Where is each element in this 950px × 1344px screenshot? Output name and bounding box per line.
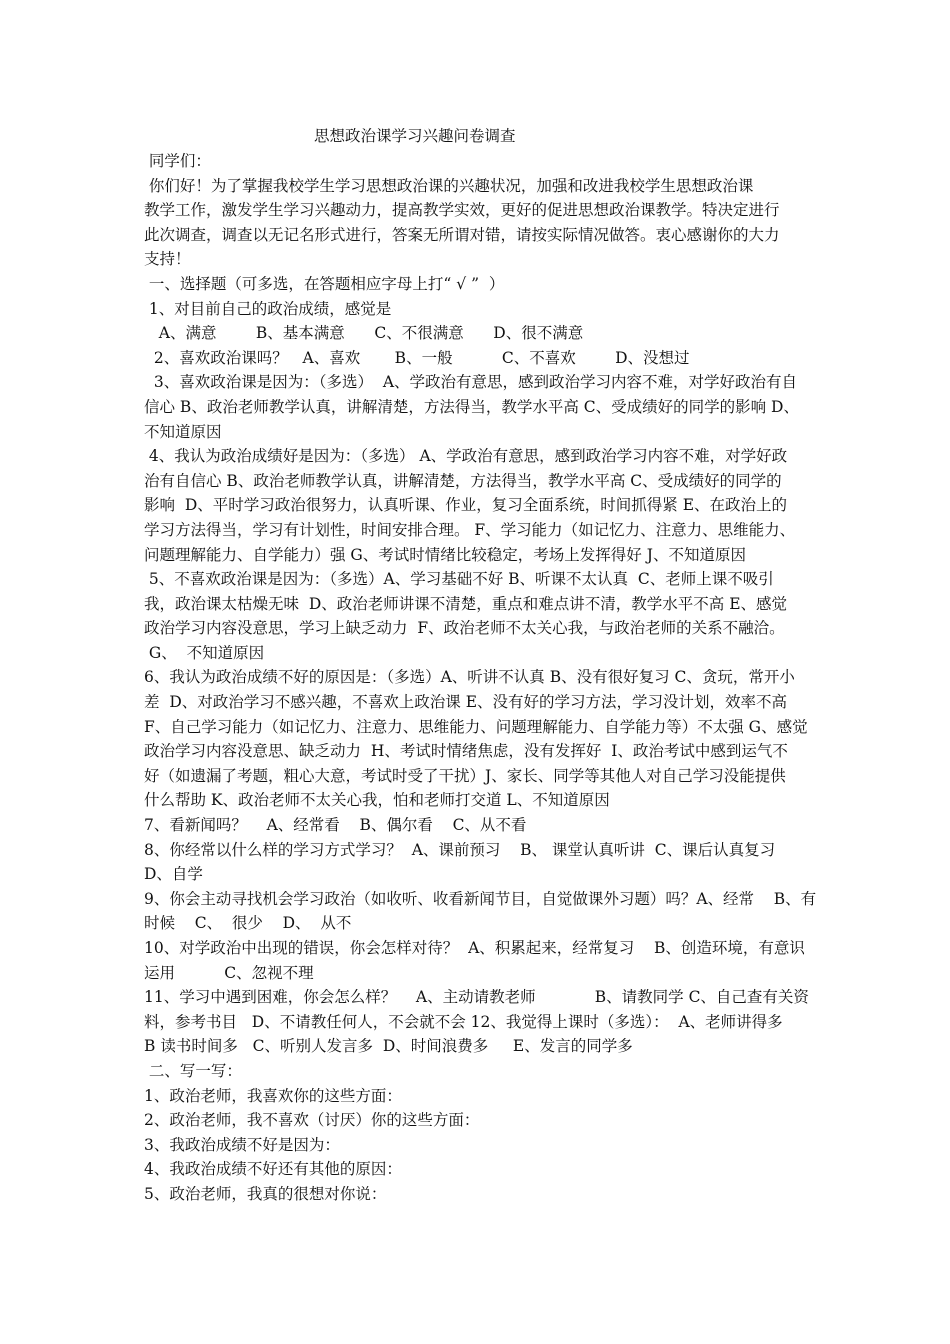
- text-line: 差 D、对政治学习不感兴趣，不喜欢上政治课 E、没有好的学习方法，学习没计划，效率不高: [144, 693, 788, 712]
- document-body: [144, 149, 816, 1207]
- text-line: 支持！: [144, 250, 191, 269]
- question-10: 10、对学政治中出现的错误，你会怎样对待？ A、积累起来，经常复习 B、创造环境，有意识: [144, 939, 805, 957]
- text-line: 学习方法得当，学习有计划性，时间安排合理。 F、学习能力（如记忆力、注意力、思维能力、: [144, 520, 796, 539]
- text-line: 时候 C、 很少 D、 从不: [144, 914, 352, 933]
- text-line: 教学工作，激发学生学习兴趣动力，提高教学实效，更好的促进思想政治课教学。特决定进行: [144, 201, 780, 220]
- write-prompt-4: 4、我政治成绩不好还有其他的原因：: [144, 1160, 402, 1179]
- write-prompt-3: 3、我政治成绩不好是因为：: [144, 1135, 340, 1154]
- question-1-options: A、满意 B、基本满意 C、不很满意 D、很不满意: [144, 324, 584, 343]
- question-11: 11、学习中遇到困难，你会怎么样？ A、主动请教老师 B、请教同学 C、自己查有关资: [144, 988, 809, 1007]
- question-3: 3、喜欢政治课是因为：（多选） A、学政治有意思，感到政治学习内容不难，对学好政治有自: [144, 373, 798, 392]
- question-7: 7、看新闻吗？ A、经常看 B、偶尔看 C、从不看: [144, 816, 527, 835]
- text-line: G、 不知道原因: [144, 643, 265, 662]
- text-line: 不知道原因: [144, 422, 222, 441]
- text-line: 此次调查，调查以无记名形式进行，答案无所谓对错，请按实际情况做答。衷心感谢你的大力: [144, 225, 780, 244]
- question-6: 6、我认为政治成绩不好的原因是：（多选）A、听讲不认真 B、没有很好复习 C、贪玩，常开小: [144, 668, 795, 687]
- text-line: 政治学习内容没意思、缺乏动力 H、考试时情绪焦虑，没有发挥好 I、政治考试中感到运气不: [144, 742, 788, 761]
- question-5: 5、不喜欢政治课是因为：（多选）A、学习基础不好 B、听课不太认真 C、老师上课不吸引: [144, 570, 774, 589]
- text-line: 我，政治课太枯燥无味 D、政治老师讲课不清楚，重点和难点讲不清，教学水平不高 E、感觉: [144, 594, 788, 613]
- text-line: 同学们：: [144, 152, 211, 170]
- write-prompt-2: 2、政治老师，我不喜欢（讨厌）你的这些方面：: [144, 1111, 480, 1130]
- text-line: 政治学习内容没意思，学习上缺乏动力 F、政治老师不太关心我，与政治老师的关系不融洽。: [144, 619, 785, 638]
- text-line: F、自己学习能力（如记忆力、注意力、思维能力、问题理解能力、自学能力等）不太强 G、感觉: [144, 717, 808, 736]
- text-line: 影响 D、平时学习政治很努力，认真听课、作业，复习全面系统，时间抓得紧 E、在政治上的: [144, 496, 788, 515]
- question-4: 4、我认为政治成绩好是因为：（多选） A、学政治有意思，感到政治学习内容不难，对学好政: [144, 447, 788, 466]
- write-prompt-5: 5、政治老师，我真的很想对你说：: [144, 1184, 387, 1203]
- section-heading-choice: 一、选择题（可多选，在答题相应字母上打“ √ ” ）: [144, 274, 505, 293]
- question-9: 9、你会主动寻找机会学习政治（如收听、收看新闻节目，自觉做课外习题）吗？A、经常 B、有: [144, 889, 816, 908]
- text-line: 好（如遗漏了考题，粗心大意，考试时受了干扰）J、家长、同学等其他人对自己学习没能提供: [144, 766, 786, 785]
- text-line: 料，参考书目 D、不请教任何人，不会就不会 12、我觉得上课时（多选）： A、老师讲得多: [144, 1012, 783, 1031]
- text-line: 治有自信心 B、政治老师教学认真，讲解清楚，方法得当，教学水平高 C、受成绩好的同学的: [144, 471, 782, 490]
- text-line: 运用 C、忽视不理: [144, 963, 314, 982]
- question-2: 2、喜欢政治课吗？ A、喜欢 B、一般 C、不喜欢 D、没想过: [144, 348, 690, 367]
- section-heading-write: 二、写一写：: [144, 1061, 242, 1080]
- text-line: 问题理解能力、自学能力）强 G、考试时情绪比较稳定，考场上发挥得好 J、不知道原因: [144, 545, 746, 564]
- text-line: B 读书时间多 C、听别人发言多 D、时间浪费多 E、发言的同学多: [144, 1037, 633, 1056]
- question-1: 1、对目前自己的政治成绩，感觉是: [144, 299, 392, 318]
- text-line: D、自学: [144, 865, 203, 884]
- text-line: 你们好！为了掌握我校学生学习思想政治课的兴趣状况，加强和改进我校学生思想政治课: [144, 176, 754, 195]
- text-line: 信心 B、政治老师教学认真，讲解清楚，方法得当，教学水平高 C、受成绩好的同学的影响 D、: [144, 397, 799, 416]
- question-8: 8、你经常以什么样的学习方式学习？ A、课前预习 B、 课堂认真听讲 C、课后认真复习: [144, 840, 776, 859]
- text-line: 什么帮助 K、政治老师不太关心我，怕和老师打交道 L、不知道原因: [144, 791, 610, 810]
- write-prompt-1: 1、政治老师，我喜欢你的这些方面：: [144, 1086, 402, 1105]
- document-title: 思想政治课学习兴趣问卷调查: [314, 127, 516, 145]
